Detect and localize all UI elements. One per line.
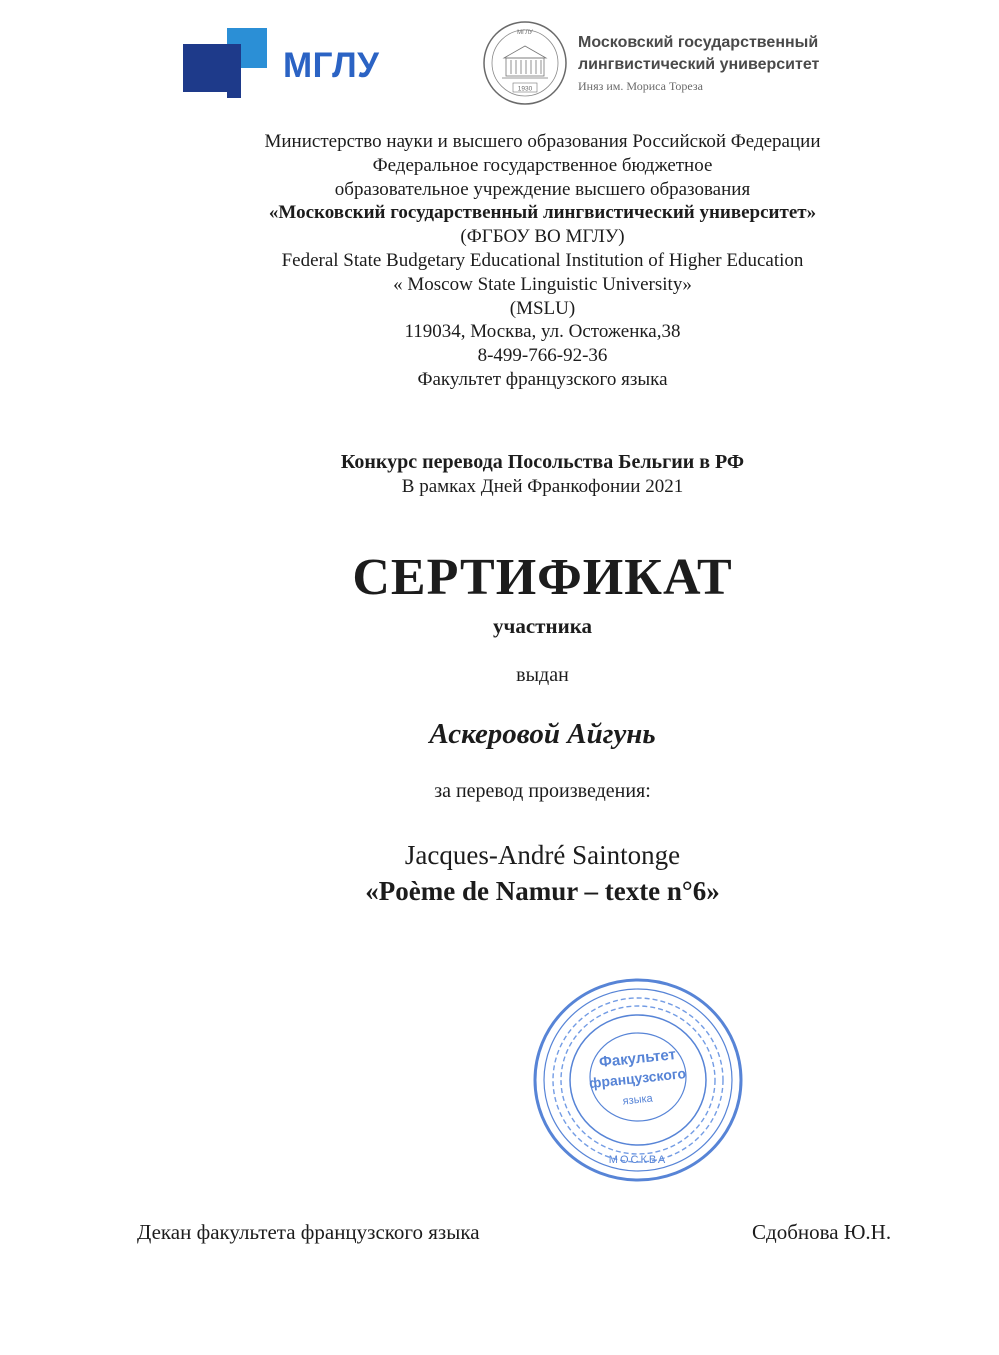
contest-block: [150, 449, 935, 498]
certificate-subtitle: участника: [493, 614, 592, 638]
university-name-line3: Иняз им. Мориса Тореза: [578, 79, 703, 93]
work-author: Jacques-André Saintonge: [404, 840, 681, 870]
university-name: [578, 32, 878, 94]
stamp-center-line3: языка: [622, 1092, 654, 1108]
work-title: «Poème de Namur – texte n°6»: [365, 876, 720, 906]
institution-line: образовательное учреждение высшего образования: [334, 178, 751, 200]
logo-word: МГЛУ: [283, 46, 380, 85]
issued-label: выдан: [516, 664, 569, 686]
institution-line: Federal State Budgetary Educational Institution of Higher Education: [281, 249, 804, 271]
institution-line: 8-499-766-92-36: [477, 345, 608, 367]
institution-line: «Московский государственный лингвистический университет»: [268, 202, 817, 224]
institution-line: Федеральное государственное бюджетное: [372, 154, 713, 176]
institution-line: Факультет французского языка: [417, 368, 668, 390]
contest-name: Конкурс перевода Посольства Бельгии в РФ: [340, 451, 745, 473]
signatory-position: Декан факультета французского языка: [137, 1220, 480, 1244]
institution-block: [150, 130, 935, 392]
translation-label: за перевод произведения:: [434, 780, 651, 802]
mglu-logo: [183, 28, 393, 100]
university-seal-icon: [482, 20, 568, 106]
signatory-name: Сдобнова Ю.Н.: [752, 1220, 892, 1244]
faculty-stamp-icon: [528, 975, 748, 1185]
institution-line: 119034, Москва, ул. Остоженка,38: [404, 321, 681, 343]
seal-top-text: МГЛУ: [517, 30, 533, 36]
stamp-bottom-text: МОСКВА: [608, 1154, 668, 1166]
university-name-line1: Московский государственный: [578, 34, 819, 51]
logo-notch: [227, 80, 241, 98]
institution-line: (MSLU): [509, 297, 576, 319]
recipient-name: Аскеровой Айгунь: [429, 718, 656, 750]
stamp-center-line1: Факультет: [598, 1046, 677, 1072]
seal-year: 1930: [517, 85, 533, 93]
institution-line: « Moscow State Linguistic University»: [393, 273, 692, 295]
certificate-title: СЕРТИФИКАТ: [352, 549, 733, 606]
stamp-center-line2: французского: [588, 1064, 687, 1092]
institution-line: Министерство науки и высшего образования Российской Федерации: [264, 131, 821, 152]
university-name-line2: лингвистический университет: [578, 56, 820, 73]
contest-context: В рамках Дней Франкофонии 2021: [401, 476, 684, 497]
institution-line: (ФГБОУ ВО МГЛУ): [460, 226, 625, 248]
